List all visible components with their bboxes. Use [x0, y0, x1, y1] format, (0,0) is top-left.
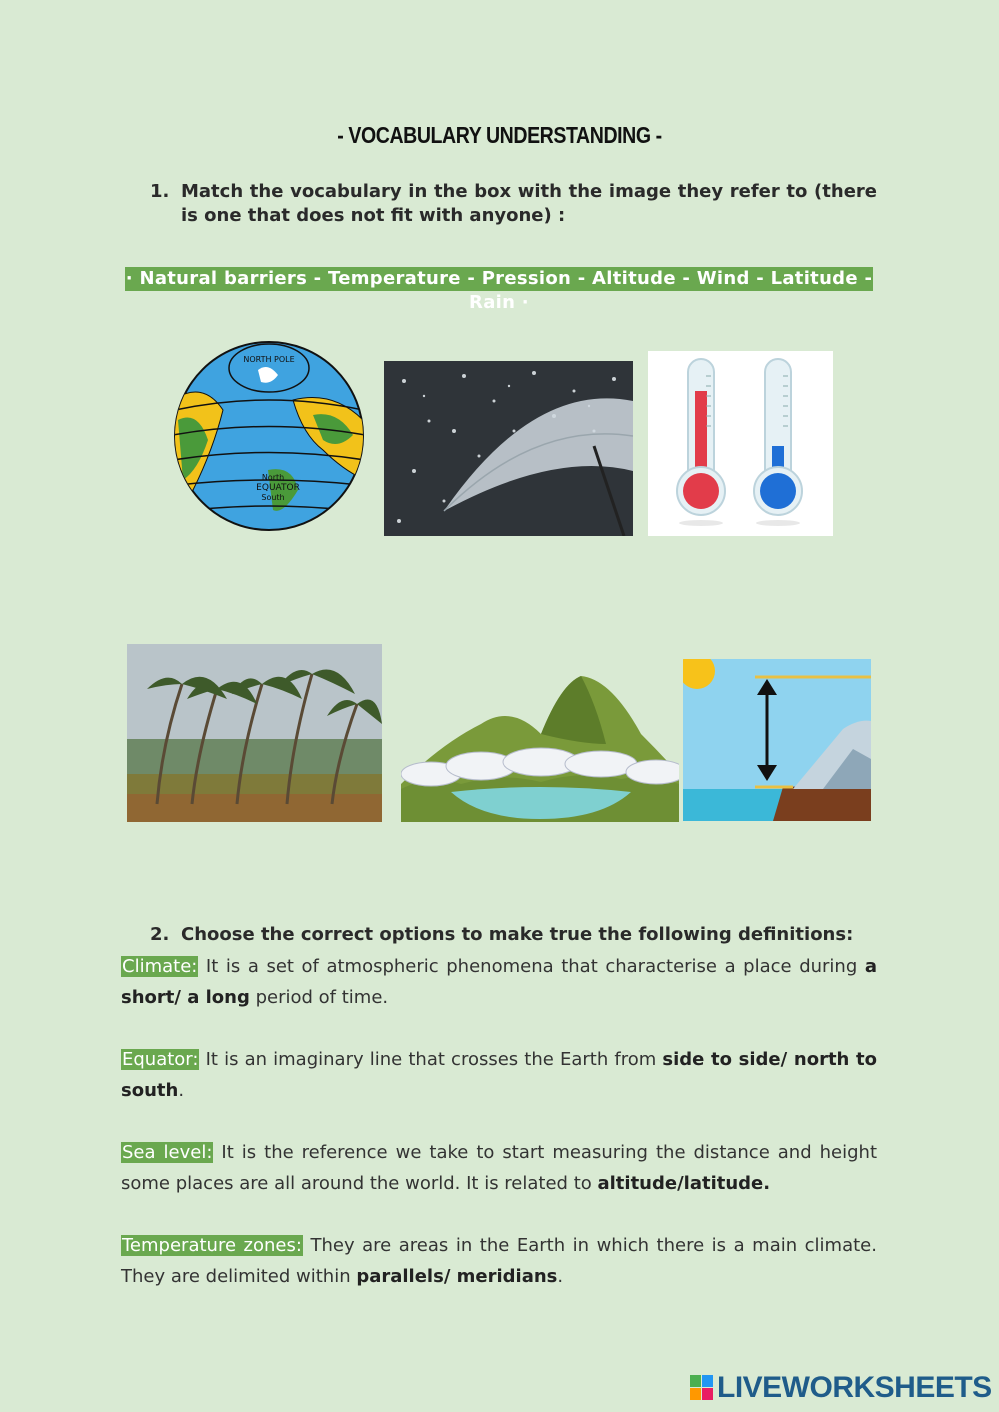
rain-umbrella-image — [384, 361, 633, 536]
definition-text: It is an imaginary line that crosses the Earth from — [199, 1049, 663, 1070]
logo-icon — [690, 1375, 714, 1401]
definition-text: They are areas in the Earth in which there is a main climate. They are delimited within — [121, 1235, 877, 1287]
answer-options[interactable]: a short/ a long — [121, 956, 877, 1008]
term-label: Temperature zones: — [122, 1235, 302, 1256]
term-label: Climate: — [122, 956, 198, 977]
definition-text-end: . — [557, 1266, 564, 1287]
definition-temperature-zones — [121, 1230, 877, 1292]
globe-label-north-pole: NORTH POLE — [243, 355, 295, 364]
altitude-image — [683, 659, 871, 821]
answer-options[interactable]: side to side/ north to south — [121, 1049, 877, 1101]
definition-text-end: . — [178, 1080, 185, 1101]
question-1-number: 1. — [150, 181, 170, 202]
globe-label-equator: EQUATOR — [256, 483, 300, 493]
question-2-text: Choose the correct options to make true the following definitions: — [181, 924, 854, 945]
question-2 — [150, 924, 853, 945]
logo-text: LIVEWORKSHEETS — [717, 1371, 992, 1404]
page-title: - VOCABULARY UNDERSTANDING - — [337, 122, 662, 148]
definition-climate — [121, 951, 877, 1013]
globe-label-south: South — [261, 493, 285, 502]
thermometers-image — [648, 351, 833, 536]
question-1-text: Match the vocabulary in the box with the image they refer to (there is one that does not fit with anyone) : — [181, 181, 877, 226]
definition-text: It is the reference we take to start measuring the distance and height some places are all around the world. It is related to — [121, 1142, 878, 1194]
question-2-number: 2. — [150, 924, 170, 945]
definition-text-end: period of time. — [249, 987, 389, 1008]
mountains-image — [401, 674, 679, 822]
answer-options[interactable]: altitude/latitude. — [597, 1173, 771, 1194]
definition-equator — [121, 1044, 877, 1106]
vocabulary-box: · Natural barriers - Temperature - Pression - Altitude - Wind - Latitude - Rain · — [125, 268, 873, 313]
question-1 — [150, 180, 877, 228]
answer-options[interactable]: parallels/ meridians — [356, 1266, 558, 1287]
term-label: Equator: — [122, 1049, 199, 1070]
globe-image — [173, 340, 365, 532]
wind-palm-trees-image — [127, 644, 382, 822]
definition-sea-level — [121, 1137, 877, 1199]
globe-label-north: North — [261, 473, 285, 482]
definition-text: It is a set of atmospheric phenomena that characterise a place during — [198, 956, 865, 977]
liveworksheets-logo[interactable] — [690, 1372, 992, 1404]
term-label: Sea level: — [122, 1142, 213, 1163]
